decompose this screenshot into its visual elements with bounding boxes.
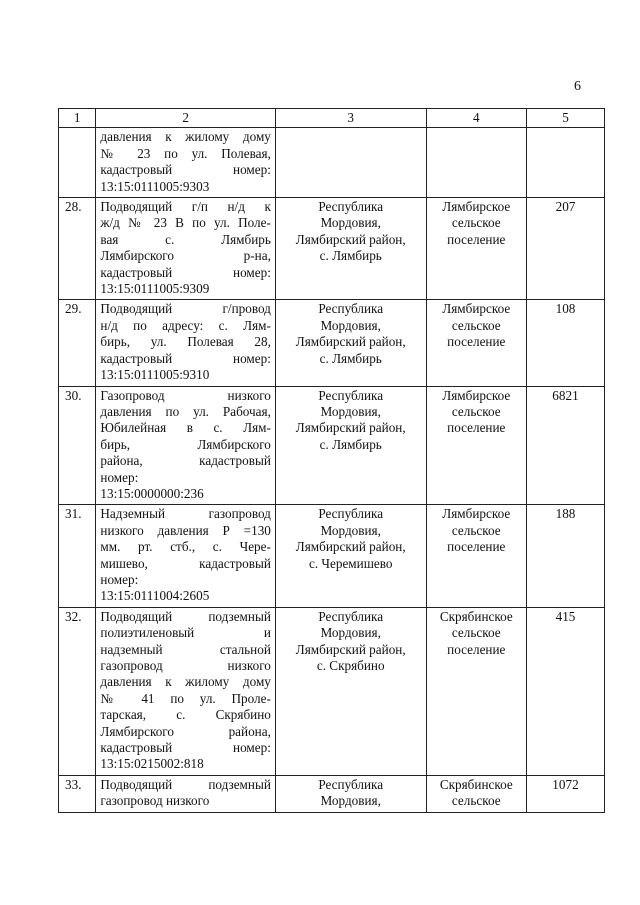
object-length: 415 [526,607,604,775]
object-location [275,505,426,607]
object-name [96,386,276,505]
settlement [426,775,526,812]
object-name-line: Подводящий г/п н/д к [100,199,271,215]
column-number-4: 4 [426,109,526,128]
settlement-line: Лямбирское [442,506,511,522]
settlement-line: поселение [447,641,506,657]
object-name-line: номер: [100,571,139,587]
object-name-line: мишево, кадастровый [100,555,271,571]
row-number: 33. [59,775,96,812]
settlement [426,300,526,386]
object-location-line: Республика [318,387,384,403]
object-name [96,775,276,812]
object-location-line: Лямбирский район, [295,539,406,555]
row-number: 31. [59,505,96,607]
object-name [96,505,276,607]
object-location-line: Лямбирский район, [295,641,406,657]
object-name-line: 13:15:0111004:2605 [100,588,210,604]
object-name-line: Газопровод низкого [100,387,271,403]
object-location-line: Республика [318,506,384,522]
object-name-line: 13:15:0000000:236 [100,485,204,501]
settlement [426,128,526,198]
row-number: 32. [59,607,96,775]
object-name-line: Лямбирского р-на, [100,248,271,264]
column-number-1: 1 [59,109,96,128]
object-length: 207 [526,198,604,300]
object-name-line: 13:15:0215002:818 [100,756,204,772]
object-name-line: 13:15:0111005:9303 [100,178,210,194]
settlement-line: Лямбирское [442,199,511,215]
object-location-line: с. Лямбирь [319,350,382,366]
object-length [526,128,604,198]
object-location-line: Лямбирский район, [295,334,406,350]
settlement-line: Лямбирское [442,301,511,317]
object-location [275,775,426,812]
settlement-line: сельское [451,403,501,419]
row-number: 30. [59,386,96,505]
object-name-line: кадастровый номер: [100,350,271,366]
settlement-line: поселение [447,334,506,350]
table-row [59,128,605,198]
object-name-line: Юбилейная в с. Лям- [100,420,271,436]
object-length: 6821 [526,386,604,505]
column-number-3: 3 [275,109,426,128]
object-name [96,128,276,198]
row-number [59,128,96,198]
object-length: 188 [526,505,604,607]
object-name-line: бирь, ул. Полевая 28, [100,334,271,350]
object-name-line: Лямбирского района, [100,723,271,739]
object-name [96,300,276,386]
object-name-line: надземный стальной [100,641,271,657]
object-name [96,198,276,300]
object-name-line: мм. рт. стб., с. Чере- [100,539,271,555]
settlement-line: поселение [447,231,506,247]
object-location-line: с. Скрябино [316,658,385,673]
object-name-line: Надземный газопровод [100,506,271,522]
column-number-row [59,109,605,128]
settlement-line: сельское [451,317,501,333]
object-location-line: Мордовия, [320,793,381,809]
registry-table [58,108,605,813]
object-location-line: с. Лямбирь [319,248,382,264]
object-name-line: № 23 по ул. Полевая, [100,145,271,161]
settlement-line: поселение [447,539,506,555]
object-name [96,607,276,775]
object-name-line: бирь, Лямбирского [100,436,271,452]
object-location-line: Республика [318,776,384,792]
settlement-line: сельское [451,522,501,538]
table-row [59,607,605,775]
object-name-line: тарская, с. Скрябино [100,707,271,723]
object-location-line: Республика [318,301,384,317]
object-location [275,607,426,775]
object-location-line: Республика [318,608,384,624]
object-location [275,386,426,505]
object-name-line: кадастровый номер: [100,740,271,756]
row-number: 29. [59,300,96,386]
settlement [426,607,526,775]
object-name-line: газопровод низкого [100,793,210,809]
object-location-line: Лямбирский район, [295,231,406,247]
object-name-line: района, кадастровый [100,453,271,469]
settlement-line: Лямбирское [442,387,511,403]
object-name-line: полиэтиленовый и [100,625,271,641]
settlement-line: сельское [451,625,501,641]
object-name-line: вая с. Лямбирь [100,231,271,247]
object-location [275,198,426,300]
object-name-line: н/д по адресу: с. Лям- [100,317,271,333]
column-number-2: 2 [96,109,276,128]
settlement [426,386,526,505]
table-row [59,300,605,386]
settlement-line: поселение [447,420,506,436]
page-number: 6 [574,79,581,94]
object-name-line: 13:15:0111005:9309 [100,281,210,297]
object-location [275,300,426,386]
table-row [59,386,605,505]
object-location-line: с. Черемишево [308,555,393,571]
object-name-line: кадастровый номер: [100,162,271,178]
object-name-line: газопровод низкого [100,658,271,673]
object-length: 1072 [526,775,604,812]
object-location-line: Мордовия, [320,625,381,641]
object-name-line: давления к жилому дому [100,129,271,145]
object-name-line: № 41 по ул. Проле- [100,690,271,706]
settlement-line: Скрябинское [439,608,513,624]
settlement-line: сельское [451,793,501,809]
object-location-line: Республика [318,199,384,215]
row-number: 28. [59,198,96,300]
column-number-5: 5 [526,109,604,128]
table-row [59,198,605,300]
object-name-line: Подводящий г/провод [100,301,271,317]
object-name-line: 13:15:0111005:9310 [100,367,210,383]
object-location-line: Мордовия, [320,317,381,333]
object-location-line: Мордовия, [320,522,381,538]
object-name-line: ж/д № 23 В по ул. Поле- [100,215,271,231]
table-row [59,775,605,812]
object-location [275,128,426,198]
object-name-line: давления к жилому дому [100,674,271,690]
object-name-line: низкого давления Р =130 [100,522,271,538]
table-body [59,109,605,813]
object-name-line: Подводящий подземный [100,776,271,792]
object-location-line: Лямбирский район, [295,420,406,436]
object-name-line: номер: [100,469,139,485]
object-name-line: Подводящий подземный [100,608,271,624]
object-name-line: давления по ул. Рабочая, [100,403,271,419]
settlement [426,505,526,607]
settlement-line: сельское [451,215,501,231]
object-location-line: Мордовия, [320,215,381,231]
object-location-line: Мордовия, [320,403,381,419]
object-name-line: кадастровый номер: [100,264,271,280]
settlement-line: Скрябинское [439,776,513,792]
table-row [59,505,605,607]
object-length: 108 [526,300,604,386]
settlement [426,198,526,300]
object-location-line: с. Лямбирь [319,436,382,452]
